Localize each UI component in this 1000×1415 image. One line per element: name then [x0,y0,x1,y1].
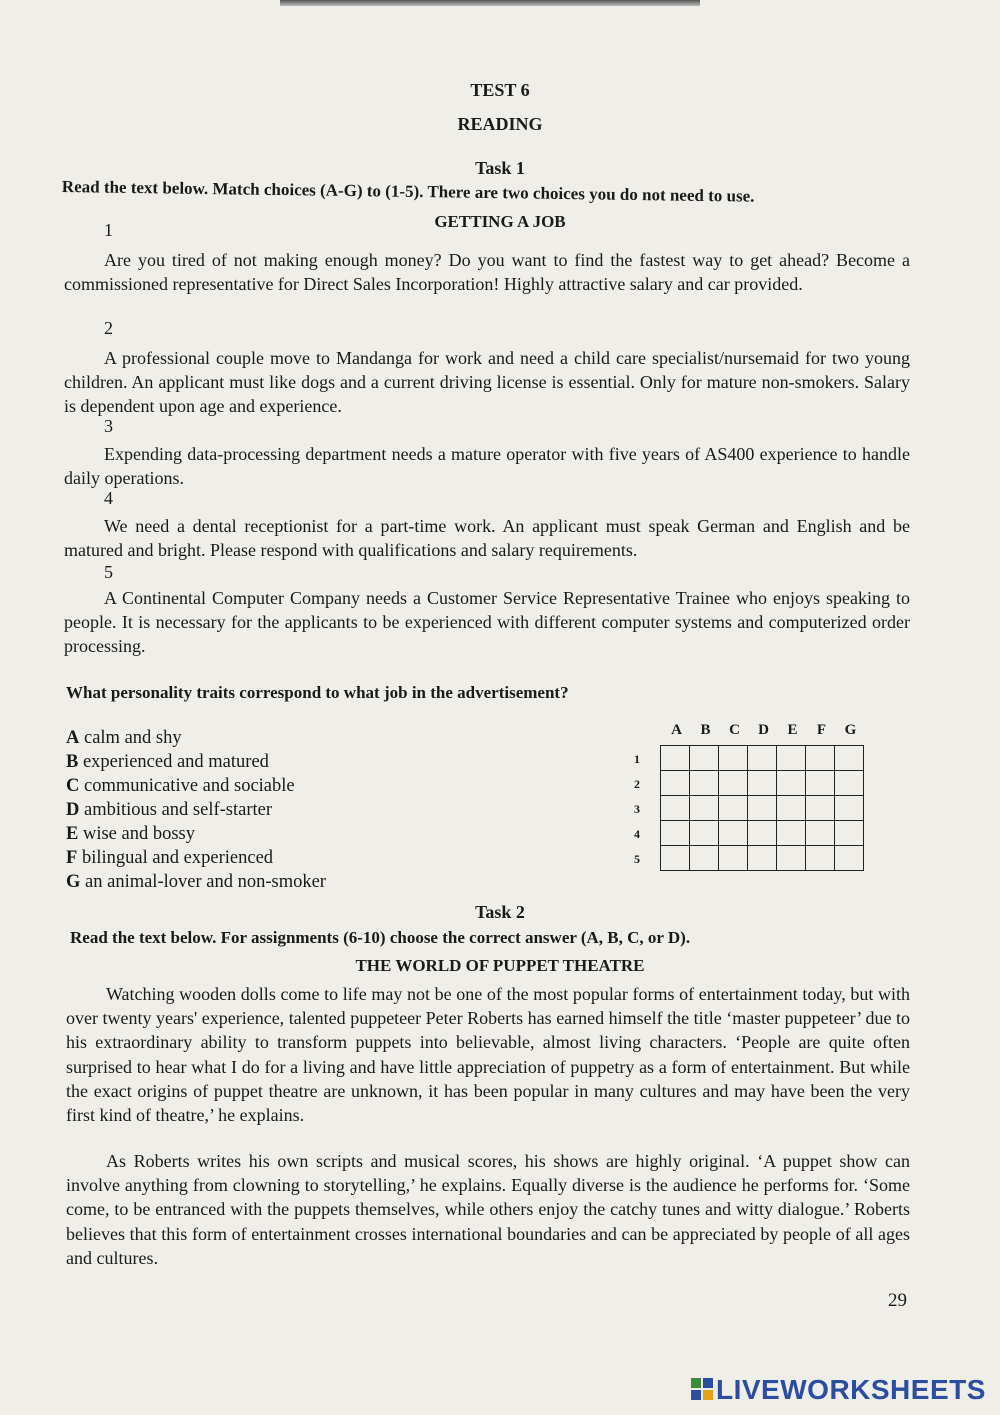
task1-title: Task 1 [475,158,525,178]
ad-number: 3 [104,416,113,436]
answer-cell[interactable] [719,846,748,871]
answer-cell[interactable] [690,821,719,846]
grid-column-label: D [758,722,769,738]
grid-column-label: E [787,722,798,738]
passage-paragraph: As Roberts writes his own scripts and musical scores, his shows are highly original. ‘A puppet show can involve anything from clowning to storytelling,’ he explains. Equally diverse is the audience he performs for. ‘Some come, to be entranced with the puppets themselves, while others enjoy the catchy tunes and witty dialogue.’ Roberts believes that this form of entertainment crosses international boundaries and can be appreciated by people of all ages and cultures. [66,1151,910,1268]
ad-text: A professional couple move to Mandanga for work and need a child care specialist/nursemaid for two young children. An applicant must like dogs and a current driving license is essential. Only for mature non-smokers. Salary is dependent upon age and experience. [64,348,910,416]
answer-cell[interactable] [719,796,748,821]
ad-text: Expending data-processing department needs a mature operator with five years of AS400 experience to handle daily operations. [64,444,910,488]
trait-item: F bilingual and experienced [66,848,274,868]
answer-cell[interactable] [690,771,719,796]
answer-cell[interactable] [806,846,835,871]
answer-cell[interactable] [835,771,864,796]
answer-cell[interactable] [806,746,835,771]
answer-cell[interactable] [690,796,719,821]
task1-question: What personality traits correspond to what job in the advertisement? [66,683,569,702]
trait-item: A calm and shy [66,728,182,748]
grid-column-label: A [671,722,682,738]
grid-column-label: B [700,722,711,738]
answer-cell[interactable] [719,771,748,796]
grid-row-label: 3 [634,802,640,816]
grid-row-label: 2 [634,777,640,791]
answer-cell[interactable] [661,821,690,846]
grid-row-label: 1 [634,752,640,766]
ad-number: 2 [104,318,113,338]
answer-cell[interactable] [661,796,690,821]
trait-item: C communicative and sociable [66,776,295,796]
ad-number: 5 [104,562,113,582]
answer-cell[interactable] [748,746,777,771]
answer-grid-header [662,722,865,739]
answer-cell[interactable] [806,771,835,796]
answer-cell[interactable] [835,821,864,846]
task1-instruction: Read the text below. Match choices (A-G) to (1-5). There are two choices you do not need to use. [61,177,755,206]
grid-column-label: F [816,722,827,738]
answer-cell[interactable] [690,846,719,871]
answer-cell[interactable] [748,796,777,821]
answer-cell[interactable] [719,746,748,771]
answer-grid [660,745,864,871]
answer-cell[interactable] [835,746,864,771]
answer-cell[interactable] [661,746,690,771]
task2-instruction: Read the text below. For assignments (6-10) choose the correct answer (A, B, C, or D). [70,928,691,947]
passage-paragraph: Watching wooden dolls come to life may not be one of the most popular forms of entertainment today, but with over twenty years' experience, talented puppeteer Peter Roberts has earned himself the title ‘master puppeteer’ due to his extraordinary ability to transform puppets into believable, almost living characters. ‘People are quite often surprised to hear what I do for a living and have little appreciation of puppetry as a form of entertainment. But while the exact origins of puppet theatre are unknown, it has been popular in many cultures and may have been the very first kind of theatre,’ he explains. [66,984,910,1126]
liveworksheets-icon [690,1377,714,1401]
grid-column-label: C [729,722,740,738]
ad-number: 4 [104,488,113,508]
answer-cell[interactable] [748,771,777,796]
answer-cell[interactable] [719,821,748,846]
answer-cell[interactable] [806,796,835,821]
answer-cell[interactable] [777,746,806,771]
answer-cell[interactable] [806,821,835,846]
answer-cell[interactable] [777,771,806,796]
grid-row-label: 5 [634,852,640,866]
section-title: READING [457,114,543,134]
answer-cell[interactable] [835,846,864,871]
trait-item: D ambitious and self-starter [66,800,273,820]
answer-cell[interactable] [835,796,864,821]
grid-row-label: 4 [634,827,640,841]
answer-cell[interactable] [777,796,806,821]
answer-cell[interactable] [748,821,777,846]
brand-text: LIVEWORKSHEETS [716,1374,986,1405]
grid-column-label: G [844,722,857,738]
task1-heading: GETTING A JOB [434,212,566,231]
answer-cell[interactable] [748,846,777,871]
liveworksheets-logo [690,1374,986,1406]
trait-item: E wise and bossy [66,824,195,844]
test-title: TEST 6 [470,80,530,100]
page-number: 29 [888,1290,907,1311]
answer-cell[interactable] [777,846,806,871]
task2-heading: THE WORLD OF PUPPET THEATRE [355,956,645,975]
answer-cell[interactable] [690,746,719,771]
page-top-edge [280,0,700,6]
trait-item: G an animal-lover and non-smoker [66,872,326,892]
ad-text: A Continental Computer Company needs a Customer Service Representative Trainee who enjoys speaking to people. It is necessary for the applicants to be experienced with different computer systems and computerized order processing. [64,588,910,656]
task2-title: Task 2 [475,902,525,922]
ad-text: We need a dental receptionist for a part-time work. An applicant must speak German and English and be matured and bright. Please respond with qualifications and salary requirements. [64,516,910,560]
ad-number: 1 [104,220,113,240]
trait-item: B experienced and matured [66,752,269,772]
ad-text: Are you tired of not making enough money? Do you want to find the fastest way to get ahead? Become a commissioned representative for Direct Sales Incorporation! Highly attractive salary and car provided. [64,250,910,294]
answer-cell[interactable] [661,771,690,796]
traits-list [66,726,326,894]
answer-cell[interactable] [661,846,690,871]
answer-cell[interactable] [777,821,806,846]
